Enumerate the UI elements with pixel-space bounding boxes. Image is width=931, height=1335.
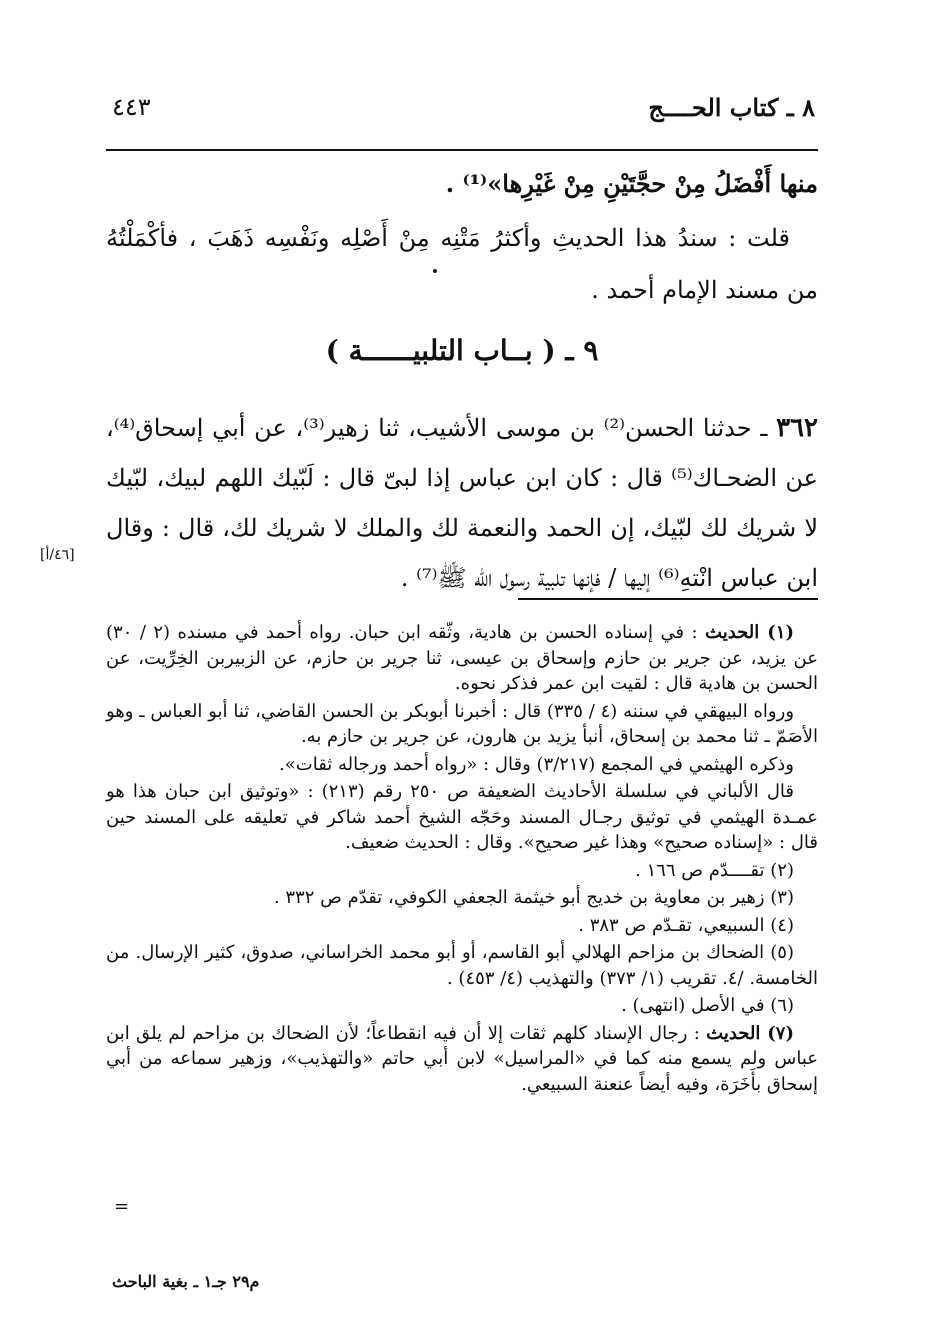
hadith-number: ٣٦٢ [776,413,818,443]
footnote-text: (٥) الضحاك بن مزاحم الهلالي أبو القاسم، أو أبو محمد الخراساني، صدوق، كثير الإرسال. من الخامسة. /٤. تقريب (١/ ٣٧٣) والتهذيب (٤/ ٤٥٣) . [106,942,818,989]
chapter-header: ٨ ـ كتاب الحــــج [648,93,815,122]
footnotes [106,620,818,1099]
continuation-mark: = [114,1196,130,1217]
footnote-text: (٢) تقــــدّم ص ١٦٦ . [635,859,794,881]
hadith-paragraph [106,403,818,603]
section-heading: ٩ ـ ( بــاب التلبيــــــة ) [325,334,599,367]
footnote-text: قال الألباني في سلسلة الأحاديث الضعيفة ص ٢٥٠ رقم (٢١٣) : «وتوثيق ابن حبان هذا هو عمـدة الهيثمي في توثيق رجـال المسند وحَجّه الشيخ أحمد شاكر في تعليقه على المسند حين قال : «إسناده صحيح» وهذا غير صحيح». وقال : الحديث ضعيف. [106,781,818,853]
footnote [106,940,818,991]
footnote-text: (٣) زهير بن معاوية بن خديج أبو خيثمة الجعفي الكوفي، تقدّم ص ٣٣٢ . [273,887,794,908]
footnote-text: (٦) في الأصل (انتهى) . [621,995,794,1016]
footnote-text: (٤) السبيعي، تقـدّم ص ٣٨٣ . [578,914,794,936]
paragraph-note: قلت : سندُ هذا الحديثِ وأكثرُ مَتْنِه مِنْ أَصْلِه ونَفْسِه ذَهَبَ ، فأكْمَلْتُهُ من مسند الإمام أحمد . [106,224,818,304]
footnote [106,1021,818,1098]
footnote [106,699,818,750]
footnote [106,913,818,939]
footnote [106,779,818,856]
footnote-rule [518,598,818,600]
footnote-text: : رجال الإسناد كلهم ثقات إلا أن فيه انقطاعاً؛ لأن الضحاك بن مزاحم لم يلق ابن عباس ولم يسمع منه كما في «المراسيل» لابن أبي حاتم «والتهذيب»، وزهير سماعه من أبي إسحاق بأَخَرَة، وفيه أيضاً عنعنة السبيعي. [106,1022,818,1095]
footnote-text: : في إسناده الحسن بن هادية، وثّقه ابن حبان. رواه أحمد في مسنده (٢ / ٣٠) عن يزيد، عن جرير بن حازم وإسحاق بن عيسى، ثنا جرير بن حازم، عن الزبيربن الخِرِّيت، عن الحسن بن هادية قال : لقيت ابن عمر فذكر نحوه. [106,622,818,694]
footnote-text: وذكره الهيثمي في المجمع (٣/٢١٧) وقال : «رواه أحمد ورجاله ثقات». [279,753,794,775]
ink-dot [433,269,437,273]
hadith-text: ـ حدثنا الحسن⁽²⁾ بن موسى الأشيب، ثنا زهير⁽³⁾، عن أبي إسحاق⁽⁴⁾، عن الضحـاك⁽⁵⁾ قال : كان ابن عباس إذا لبىّ قال : لَبّيك اللهم لبيك، لبّيك لا شريك لك لبّيك، إن الحمد والنعمة لك والملك لا شريك لك، قال : وقال ابن عباس انْتهِ⁽⁶⁾ إليها / فإنها تلبية رسول الله ﷺ⁽⁷⁾ . [106,414,819,592]
footnote [106,752,818,778]
footnote-text: ورواه البيهقي في سننه (٤ / ٣٣٥) قال : أخبرنا أبوبكر بن الحسن القاضي، ثنا أبو العباس ـ وهو الأصَمّ ـ ثنا محمد بن إسحاق، أنبأ يزيد بن هارون، عن جرير بن حازم به. [106,700,818,747]
signature-footer: م٢٩ جـ١ ـ بغية الباحث [112,1272,260,1291]
paragraph-continuation: منها أَفْضَلُ مِنْ حجَّتَيْنِ مِنْ غَيْرِها»⁽¹⁾ . [445,169,818,198]
footnote-lead: (١) الحديث [705,622,794,643]
footnote [106,858,818,884]
footnote [106,620,818,697]
footnote-lead: (٧) الحديث [706,1022,794,1044]
page-number: ٤٤٣ [112,93,151,121]
footnote [106,993,818,1019]
footnote [106,885,818,911]
manuscript-folio-ref: [٤٦/أ] [40,547,75,563]
header-rule [106,149,818,151]
